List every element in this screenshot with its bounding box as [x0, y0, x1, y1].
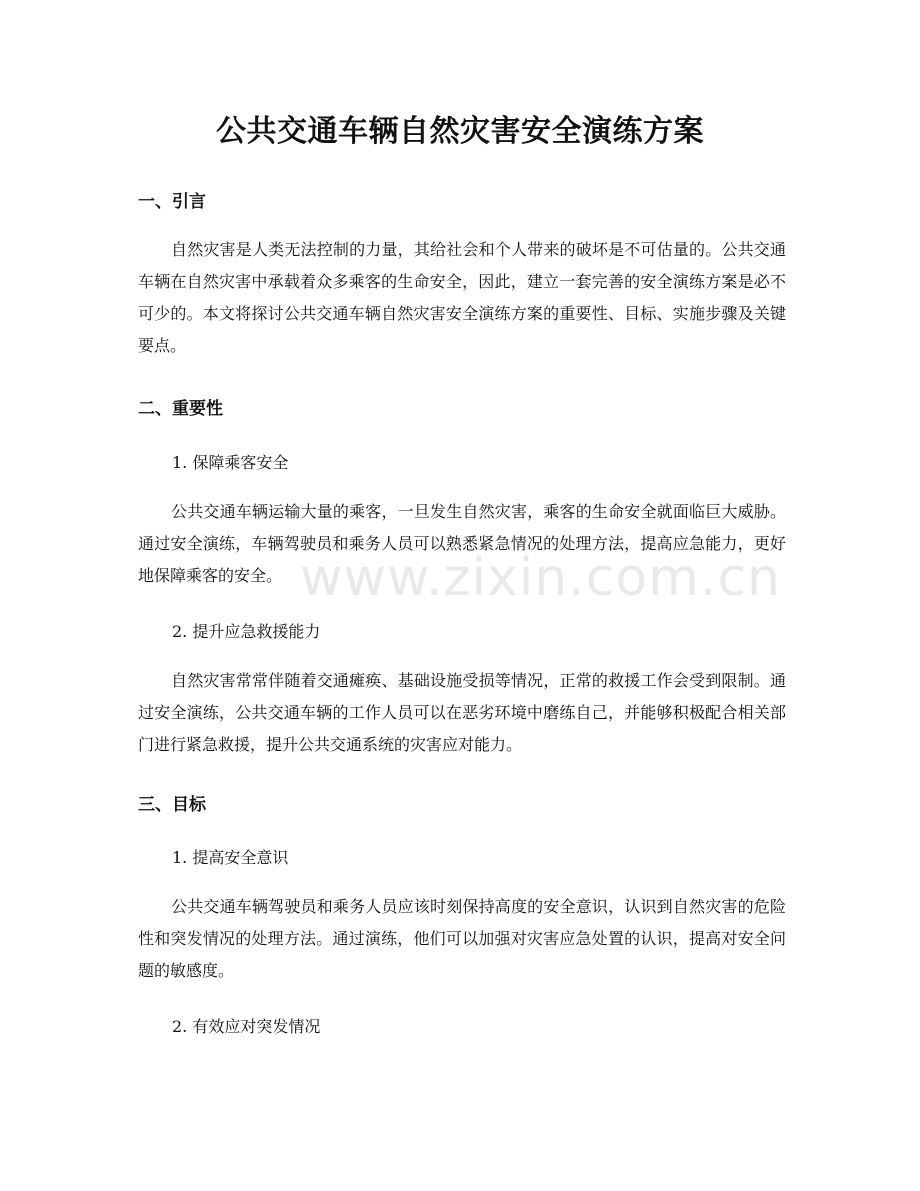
goals-item-1-title: 1. 提高安全意识 [172, 848, 289, 867]
goals-item-1-text: 公共交通车辆驾驶员和乘务人员应该时刻保持高度的安全意识，认识到自然灾害的危险性和突发情况的处理方法。通过演练，他们可以加强对灾害应急处置的认识，提高对安全问题的敏感度。 [138, 897, 786, 980]
importance-item-1-text: 公共交通车辆运输大量的乘客，一旦发生自然灾害，乘客的生命安全就面临巨大威胁。通过安全演练，车辆驾驶员和乘务人员可以熟悉紧急情况的处理方法，提高应急能力，更好地保障乘客的安全。 [138, 502, 786, 585]
section-heading-goals: 三、目标 [138, 795, 206, 815]
section-heading-importance: 二、重要性 [138, 399, 223, 419]
goals-item-2-title: 2. 有效应对突发情况 [172, 1017, 321, 1036]
section-heading-intro: 一、引言 [138, 192, 206, 212]
importance-item-2-text: 自然灾害常常伴随着交通瘫痪、基础设施受损等情况，正常的救援工作会受到限制。通过安全演练，公共交通车辆的工作人员可以在恶劣环境中磨练自己，并能够积极配合相关部门进行紧急救援，提升公共交通系统的灾害应对能力。 [138, 671, 786, 754]
importance-item-2-title: 2. 提升应急救援能力 [172, 622, 321, 641]
importance-item-1-title: 1. 保障乘客安全 [172, 453, 289, 472]
intro-paragraph: 自然灾害是人类无法控制的力量，其给社会和个人带来的破坏是不可估量的。公共交通车辆在自然灾害中承载着众多乘客的生命安全，因此，建立一套完善的安全演练方案是必不可少的。本文将探讨公共交通车辆自然灾害安全演练方案的重要性、目标、实施步骤及关键要点。 [138, 240, 786, 355]
page-title: 公共交通车辆自然灾害安全演练方案 [216, 114, 704, 149]
watermark-text: www.zixin.com.cn [300, 548, 781, 608]
